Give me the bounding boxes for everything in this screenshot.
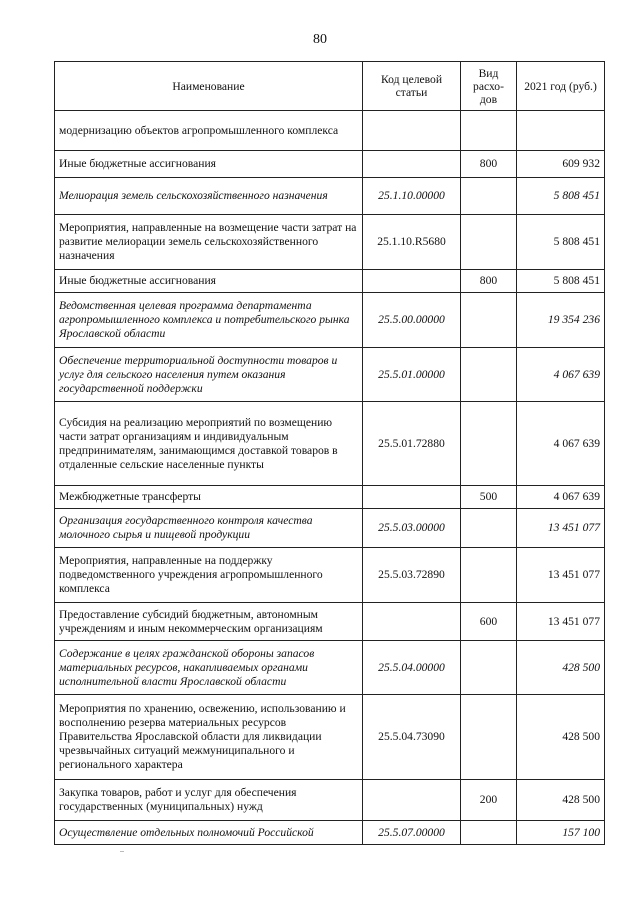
table-row xyxy=(55,509,605,548)
row-code: 25.5.04.00000 xyxy=(363,641,461,695)
row-code xyxy=(363,603,461,641)
row-amount: 13 451 077 xyxy=(517,548,605,603)
row-type xyxy=(461,215,517,270)
row-amount: 19 354 236 xyxy=(517,293,605,348)
row-type: 800 xyxy=(461,151,517,178)
row-name: Осуществление отдельных полномочий Российской xyxy=(55,821,363,845)
row-amount: 609 932 xyxy=(517,151,605,178)
page-number: 80 xyxy=(313,32,327,47)
row-type: 200 xyxy=(461,780,517,821)
header-type: Вид расхо-дов xyxy=(461,62,517,111)
row-code: 25.1.10.00000 xyxy=(363,178,461,215)
row-code: 25.5.03.72890 xyxy=(363,548,461,603)
row-amount: 4 067 639 xyxy=(517,348,605,402)
table-row xyxy=(55,695,605,780)
row-amount: 5 808 451 xyxy=(517,178,605,215)
row-name: Мелиорация земель сельскохозяйственного назначения xyxy=(55,178,363,215)
row-name: Ведомственная целевая программа департамента агропромышленного комплекса и потребительского рынка Ярославской области xyxy=(55,293,363,348)
row-name: Организация государственного контроля качества молочного сырья и пищевой продукции xyxy=(55,509,363,548)
row-name: Содержание в целях гражданской обороны запасов материальных ресурсов, накапливаемых органами исполнительной власти Ярославской области xyxy=(55,641,363,695)
row-code: 25.5.04.73090 xyxy=(363,695,461,780)
table-row xyxy=(55,641,605,695)
row-amount: 5 808 451 xyxy=(517,215,605,270)
row-amount: 13 451 077 xyxy=(517,603,605,641)
row-amount: 428 500 xyxy=(517,641,605,695)
row-name: Мероприятия по хранению, освежению, использованию и восполнению резерва материальных ресурсов Правительства Ярославской области для ликвидации чрезвычайных ситуаций межмуниципального и регионального характера xyxy=(55,695,363,780)
row-amount: 4 067 639 xyxy=(517,486,605,509)
row-name: Предоставление субсидий бюджетным, автономным учреждениям и иным некоммерческим организациям xyxy=(55,603,363,641)
row-code: 25.5.03.00000 xyxy=(363,509,461,548)
row-amount: 5 808 451 xyxy=(517,270,605,293)
row-amount: 428 500 xyxy=(517,695,605,780)
row-code xyxy=(363,151,461,178)
table-row xyxy=(55,821,605,845)
header-amount: 2021 год (руб.) xyxy=(517,62,605,111)
row-amount: 428 500 xyxy=(517,780,605,821)
row-type xyxy=(461,402,517,486)
table-row xyxy=(55,293,605,348)
row-type xyxy=(461,293,517,348)
header-name: Наименование xyxy=(55,62,363,111)
row-type: 600 xyxy=(461,603,517,641)
row-amount: 157 100 xyxy=(517,821,605,845)
table-row xyxy=(55,402,605,486)
table-row xyxy=(55,548,605,603)
row-type xyxy=(461,348,517,402)
table-row xyxy=(55,348,605,402)
row-type xyxy=(461,111,517,151)
row-name: модернизацию объектов агропромышленного комплекса xyxy=(55,111,363,151)
table-row xyxy=(55,178,605,215)
row-code: 25.5.00.00000 xyxy=(363,293,461,348)
row-code xyxy=(363,111,461,151)
row-name: Межбюджетные трансферты xyxy=(55,486,363,509)
row-code xyxy=(363,780,461,821)
row-name: Мероприятия, направленные на поддержку подведомственного учреждения агропромышленного комплекса xyxy=(55,548,363,603)
row-code: 25.5.07.00000 xyxy=(363,821,461,845)
row-type xyxy=(461,509,517,548)
row-code: 25.5.01.72880 xyxy=(363,402,461,486)
table-header-row xyxy=(55,62,605,111)
row-type: 500 xyxy=(461,486,517,509)
row-name: Иные бюджетные ассигнования xyxy=(55,270,363,293)
table-row xyxy=(55,603,605,641)
header-code: Код целевой статьи xyxy=(363,62,461,111)
row-type xyxy=(461,821,517,845)
row-amount: 13 451 077 xyxy=(517,509,605,548)
row-code xyxy=(363,486,461,509)
table-row xyxy=(55,151,605,178)
budget-table xyxy=(54,61,605,845)
row-type xyxy=(461,178,517,215)
scan-mark xyxy=(120,851,124,852)
row-name: Обеспечение территориальной доступности товаров и услуг для сельского населения путем оказания государственной поддержки xyxy=(55,348,363,402)
row-name: Мероприятия, направленные на возмещение части затрат на развитие мелиорации земель сельскохозяйственного назначения xyxy=(55,215,363,270)
row-name: Закупка товаров, работ и услуг для обеспечения государственных (муниципальных) нужд xyxy=(55,780,363,821)
row-amount: 4 067 639 xyxy=(517,402,605,486)
table-row xyxy=(55,215,605,270)
row-code xyxy=(363,270,461,293)
row-type: 800 xyxy=(461,270,517,293)
row-amount xyxy=(517,111,605,151)
row-name: Иные бюджетные ассигнования xyxy=(55,151,363,178)
table-row xyxy=(55,270,605,293)
table-row xyxy=(55,111,605,151)
table-row xyxy=(55,486,605,509)
row-code: 25.5.01.00000 xyxy=(363,348,461,402)
row-code: 25.1.10.R5680 xyxy=(363,215,461,270)
row-name: Субсидия на реализацию мероприятий по возмещению части затрат организациям и индивидуальным предпринимателям, занимающимся доставкой товаров в отдаленные сельские населенные пункты xyxy=(55,402,363,486)
row-type xyxy=(461,548,517,603)
row-type xyxy=(461,695,517,780)
table-row xyxy=(55,780,605,821)
row-type xyxy=(461,641,517,695)
